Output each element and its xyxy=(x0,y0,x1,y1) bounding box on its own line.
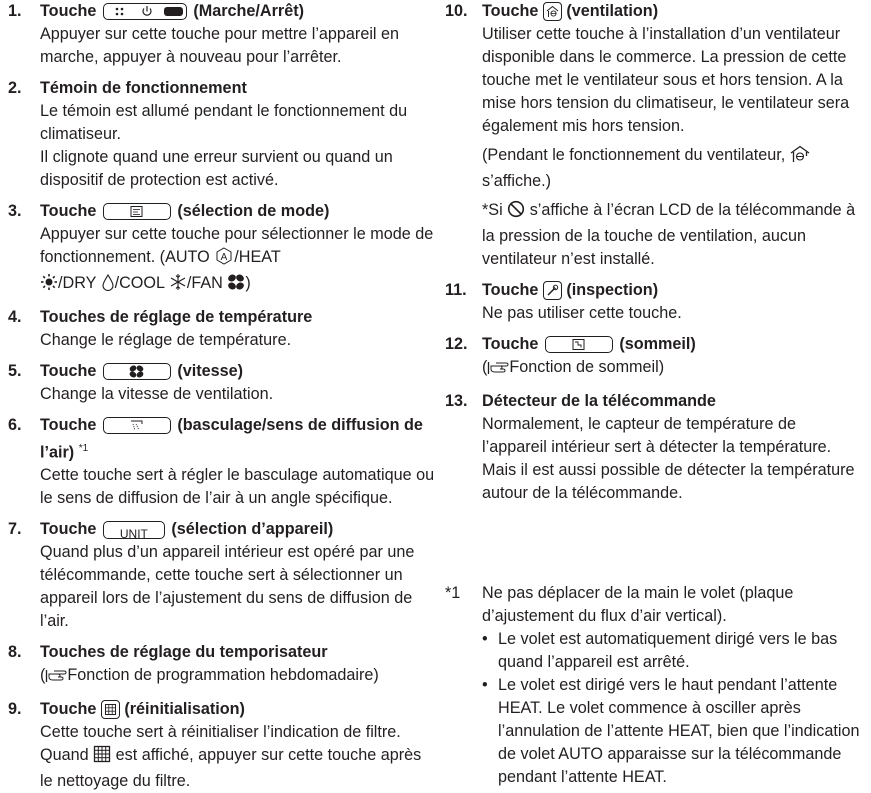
item-number: 8. xyxy=(8,643,22,662)
item-description: Appuyer sur cette touche pour mettre l’appareil en marche, appuyer à nouveau pour l’arrêter. xyxy=(40,25,400,66)
item-number: 10. xyxy=(445,2,468,20)
item-title: Touches de réglage de température xyxy=(40,308,313,326)
item-5-fan-speed-button xyxy=(8,360,438,406)
heat-mode-icon xyxy=(40,273,58,298)
item-description: Change la vitesse de ventilation. xyxy=(40,385,274,403)
swing-key-icon xyxy=(103,417,171,434)
item-12-sleep-button xyxy=(445,333,865,382)
item-number: 3. xyxy=(8,202,22,220)
mode-key-icon xyxy=(103,203,171,220)
item-description: Change le réglage de température. xyxy=(40,331,292,349)
auto-mode-icon xyxy=(214,247,234,272)
item-10-ventilation-button xyxy=(445,0,865,271)
ventilation-icon xyxy=(790,145,810,170)
item-description: Normalement, le capteur de température de l’appareil intérieur sert à détecter la température. Mais il est aussi possible de détecter la température autour de la télécommande. xyxy=(482,415,855,502)
filter-icon xyxy=(93,745,111,770)
item-number: 5. xyxy=(8,362,22,380)
cool-mode-icon xyxy=(169,273,187,298)
item-8-timer-buttons xyxy=(8,641,438,690)
item-1-power-button xyxy=(8,0,438,69)
filter-reset-key-icon xyxy=(101,700,120,719)
item-description: Ne pas utiliser cette touche. xyxy=(482,304,682,322)
reference-hand-icon xyxy=(487,359,509,382)
item-number: 2. xyxy=(8,79,22,97)
item-note: (Pendant le fonctionnement du ventilateur, s’affiche.) xyxy=(482,144,865,193)
item-title: Touche (sommeil) xyxy=(482,335,696,353)
item-title: Touche (Marche/Arrêt) xyxy=(40,2,305,20)
inspection-key-icon xyxy=(543,281,562,300)
item-description: Le témoin est allumé pendant le fonctionnement du climatiseur. xyxy=(40,102,408,143)
footnote-ref: *1 xyxy=(78,443,89,454)
reference-hand-icon xyxy=(45,667,67,690)
item-4-temperature-buttons xyxy=(8,306,438,352)
item-title: Touche (réinitialisation) xyxy=(40,700,245,719)
item-number: 9. xyxy=(8,700,22,719)
sleep-key-icon xyxy=(545,336,613,353)
item-number: 13. xyxy=(445,392,468,410)
item-number: 1. xyxy=(8,2,22,20)
item-reference: ( Fonction de sommeil) xyxy=(482,356,865,382)
item-3-mode-button xyxy=(8,200,438,298)
left-column xyxy=(8,0,438,793)
dry-mode-icon xyxy=(101,273,115,298)
item-description: Appuyer sur cette touche pour sélectionner le mode de fonctionnement. (AUTO A /HEAT /DRY /COOL /FAN ) xyxy=(40,223,438,298)
item-title: Témoin de fonctionnement xyxy=(40,79,247,97)
prohibited-icon xyxy=(507,200,525,225)
item-description: Cette touche sert à régler le basculage automatique ou le sens de diffusion de l’air à un angle spécifique. xyxy=(40,466,435,508)
item-number: 7. xyxy=(8,520,22,539)
svg-text:A: A xyxy=(220,252,228,263)
item-13-remote-sensor xyxy=(445,390,865,505)
right-column xyxy=(445,0,865,505)
item-title: Touche (inspection) xyxy=(482,281,659,299)
item-9-filter-reset-button xyxy=(8,698,438,793)
item-number: 12. xyxy=(445,335,468,353)
item-number: 4. xyxy=(8,308,22,326)
footnote-text: Ne pas déplacer de la main le volet (plaque d’ajustement du flux d’air vertical). xyxy=(482,584,794,625)
item-title: Touche (vitesse) xyxy=(40,362,244,380)
fan-speed-key-icon xyxy=(103,363,171,380)
item-title: Touche (ventilation) xyxy=(482,2,659,20)
footnote-mark: *1 xyxy=(445,584,461,602)
item-title: Touche (basculage/sens de diffusion de l’air) $^{*1}$ xyxy=(40,416,423,462)
item-6-swing-button xyxy=(8,414,438,510)
item-number: 6. xyxy=(8,416,22,434)
item-reference: ( Fonction de programmation hebdomadaire) xyxy=(40,664,438,690)
item-number: 11. xyxy=(445,281,467,299)
fan-mode-icon xyxy=(227,273,245,298)
unit-key-icon: UNIT xyxy=(103,521,165,539)
ventilation-key-icon xyxy=(543,2,562,21)
item-description: Cette touche sert à réinitialiser l’indication de filtre. Quand est affiché, appuyer sur cette touche après le nettoyage du filtre. xyxy=(40,723,422,791)
item-title: Touche UNIT (sélection d’appareil) xyxy=(40,520,334,542)
footnote xyxy=(445,582,865,789)
item-title: Détecteur de la télécommande xyxy=(482,392,716,410)
item-description: Utiliser cette touche à l’installation d’un ventilateur disponible dans le commerce. La pression de cette touche met le ventilateur sous et hors tension. A la mise hors tension du climatiseur, le ventilateur sera également mis hors tension. xyxy=(482,25,850,135)
item-7-unit-button xyxy=(8,518,438,633)
footnote-bullet: • Le volet est dirigé vers le haut pendant l’attente HEAT. Le volet commence à osciller après l’annulation de l’attente HEAT, bien que l’indication de volet AUTO apparaisse sur la télécommande pendant l’attente HEAT. xyxy=(482,676,860,786)
item-title: Touche (sélection de mode) xyxy=(40,202,330,220)
item-description: Il clignote quand une erreur survient ou quand un dispositif de protection est activé. xyxy=(40,148,393,189)
item-2-operation-lamp xyxy=(8,77,438,192)
item-note: *Si s’affiche à l’écran LCD de la télécommande à la pression de la touche de ventilation, aucun ventilateur n’est installé. xyxy=(482,201,856,268)
item-11-inspection-button xyxy=(445,279,865,325)
item-title: Touches de réglage du temporisateur xyxy=(40,643,328,662)
power-key-icon xyxy=(103,3,187,20)
item-description: Quand plus d’un appareil intérieur est opéré par une télécommande, cette touche sert à sélectionner un appareil lors de l’ajustement du sens de diffusion de l’air. xyxy=(40,543,415,631)
footnote-bullet: • Le volet est automatiquement dirigé vers le bas quand l’appareil est arrêté. xyxy=(482,630,838,671)
